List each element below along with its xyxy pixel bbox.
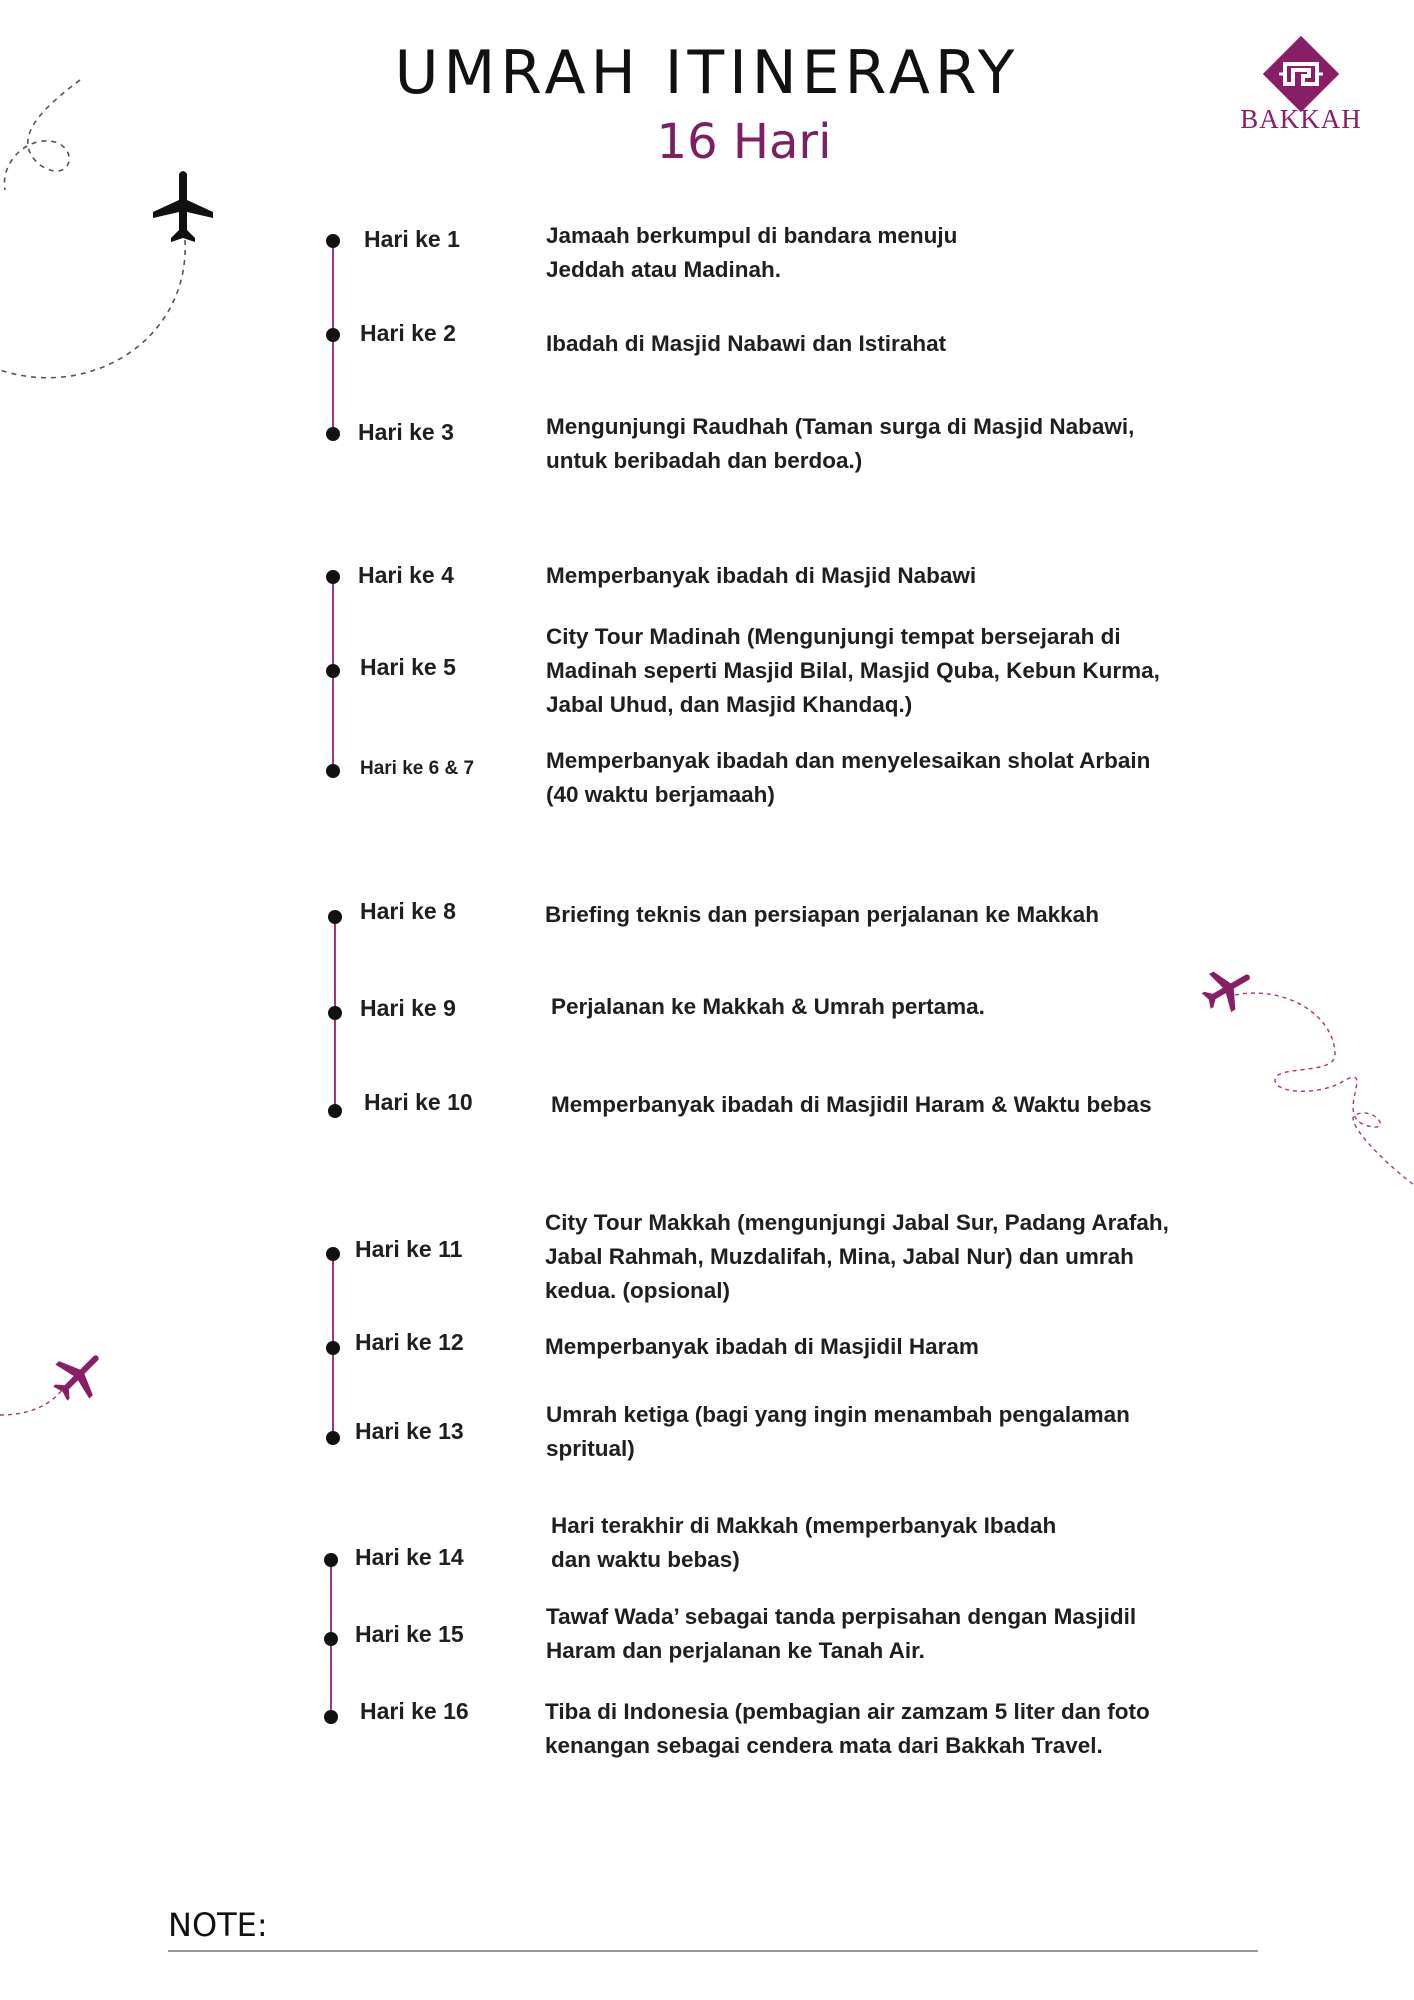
timeline-dot <box>324 1632 338 1646</box>
timeline-dot <box>328 1006 342 1020</box>
day-description: Memperbanyak ibadah di Masjid Nabawi <box>546 563 977 588</box>
page-subtitle: 16 Hari <box>656 114 832 170</box>
timeline-dot <box>326 664 340 678</box>
timeline-dot <box>326 764 340 778</box>
day-description: Memperbanyak ibadah dan menyelesaikan sholat Arbain (40 waktu berjamaah) <box>546 748 1151 807</box>
timeline-dot <box>324 1553 338 1567</box>
day-label: Hari ke 10 <box>364 1089 473 1115</box>
day-label: Hari ke 13 <box>355 1418 464 1444</box>
day-description: Ibadah di Masjid Nabawi dan Istirahat <box>546 331 947 356</box>
day-description: Jamaah berkumpul di bandara menuju Jeddah atau Madinah. <box>546 223 958 282</box>
flight-path-decoration <box>0 70 230 410</box>
day-description: City Tour Makkah (mengunjungi Jabal Sur, Padang Arafah, Jabal Rahmah, Muzdalifah, Mina, Jabal Nur) dan umrah kedua. (opsional) <box>545 1210 1169 1303</box>
timeline-dot <box>326 328 340 342</box>
day-description: Memperbanyak ibadah di Masjidil Haram & Waktu bebas <box>551 1092 1152 1117</box>
day-label: Hari ke 5 <box>360 654 456 680</box>
day-description: Briefing teknis dan persiapan perjalanan ke Makkah <box>545 902 1099 927</box>
day-label: Hari ke 15 <box>355 1621 464 1647</box>
flight-path-decoration-right <box>1195 955 1414 1195</box>
day-label: Hari ke 4 <box>358 562 454 588</box>
day-label: Hari ke 14 <box>355 1544 464 1570</box>
day-label: Hari ke 2 <box>360 320 456 346</box>
day-description: Umrah ketiga (bagi yang ingin menambah pengalaman spritual) <box>546 1402 1130 1461</box>
logo-text: BAKKAH <box>1240 104 1362 134</box>
timeline-dot <box>326 1431 340 1445</box>
day-description: Memperbanyak ibadah di Masjidil Haram <box>545 1334 979 1359</box>
page-title: UMRAH ITINERARY <box>394 38 1020 108</box>
timeline-dot <box>326 427 340 441</box>
timeline-dot <box>326 1341 340 1355</box>
timeline-dot <box>326 234 340 248</box>
timeline-dot <box>324 1710 338 1724</box>
note-label: NOTE: <box>168 1906 268 1944</box>
note-underline <box>168 1950 1258 1952</box>
day-label: Hari ke 9 <box>360 995 456 1021</box>
day-label: Hari ke 12 <box>355 1329 464 1355</box>
day-label: Hari ke 3 <box>358 419 454 445</box>
day-description: Hari terakhir di Makkah (memperbanyak Ibadah dan waktu bebas) <box>551 1513 1057 1572</box>
day-label: Hari ke 8 <box>360 898 456 924</box>
day-label: Hari ke 1 <box>364 226 460 252</box>
day-description: Tawaf Wada’ sebagai tanda perpisahan dengan Masjidil Haram dan perjalanan ke Tanah Air. <box>546 1604 1137 1663</box>
timeline-dot <box>328 910 342 924</box>
day-label: Hari ke 6 & 7 <box>360 758 475 779</box>
day-description: Mengunjungi Raudhah (Taman surga di Masjid Nabawi, untuk beribadah dan berdoa.) <box>546 414 1135 473</box>
day-label: Hari ke 16 <box>360 1698 469 1724</box>
timeline-dot <box>326 1247 340 1261</box>
timeline-dot <box>326 570 340 584</box>
timeline-dot <box>328 1104 342 1118</box>
day-description: Tiba di Indonesia (pembagian air zamzam 5 liter dan foto kenangan sebagai cendera mata dari Bakkah Travel. <box>545 1699 1150 1758</box>
day-description: City Tour Madinah (Mengunjungi tempat bersejarah di Madinah seperti Masjid Bilal, Masjid Quba, Kebun Kurma, Jabal Uhud, dan Masjid Khandaq.) <box>546 624 1160 717</box>
day-description: Perjalanan ke Makkah & Umrah pertama. <box>551 994 985 1019</box>
day-label: Hari ke 11 <box>355 1236 463 1262</box>
airplane-left-decoration <box>0 1340 120 1420</box>
